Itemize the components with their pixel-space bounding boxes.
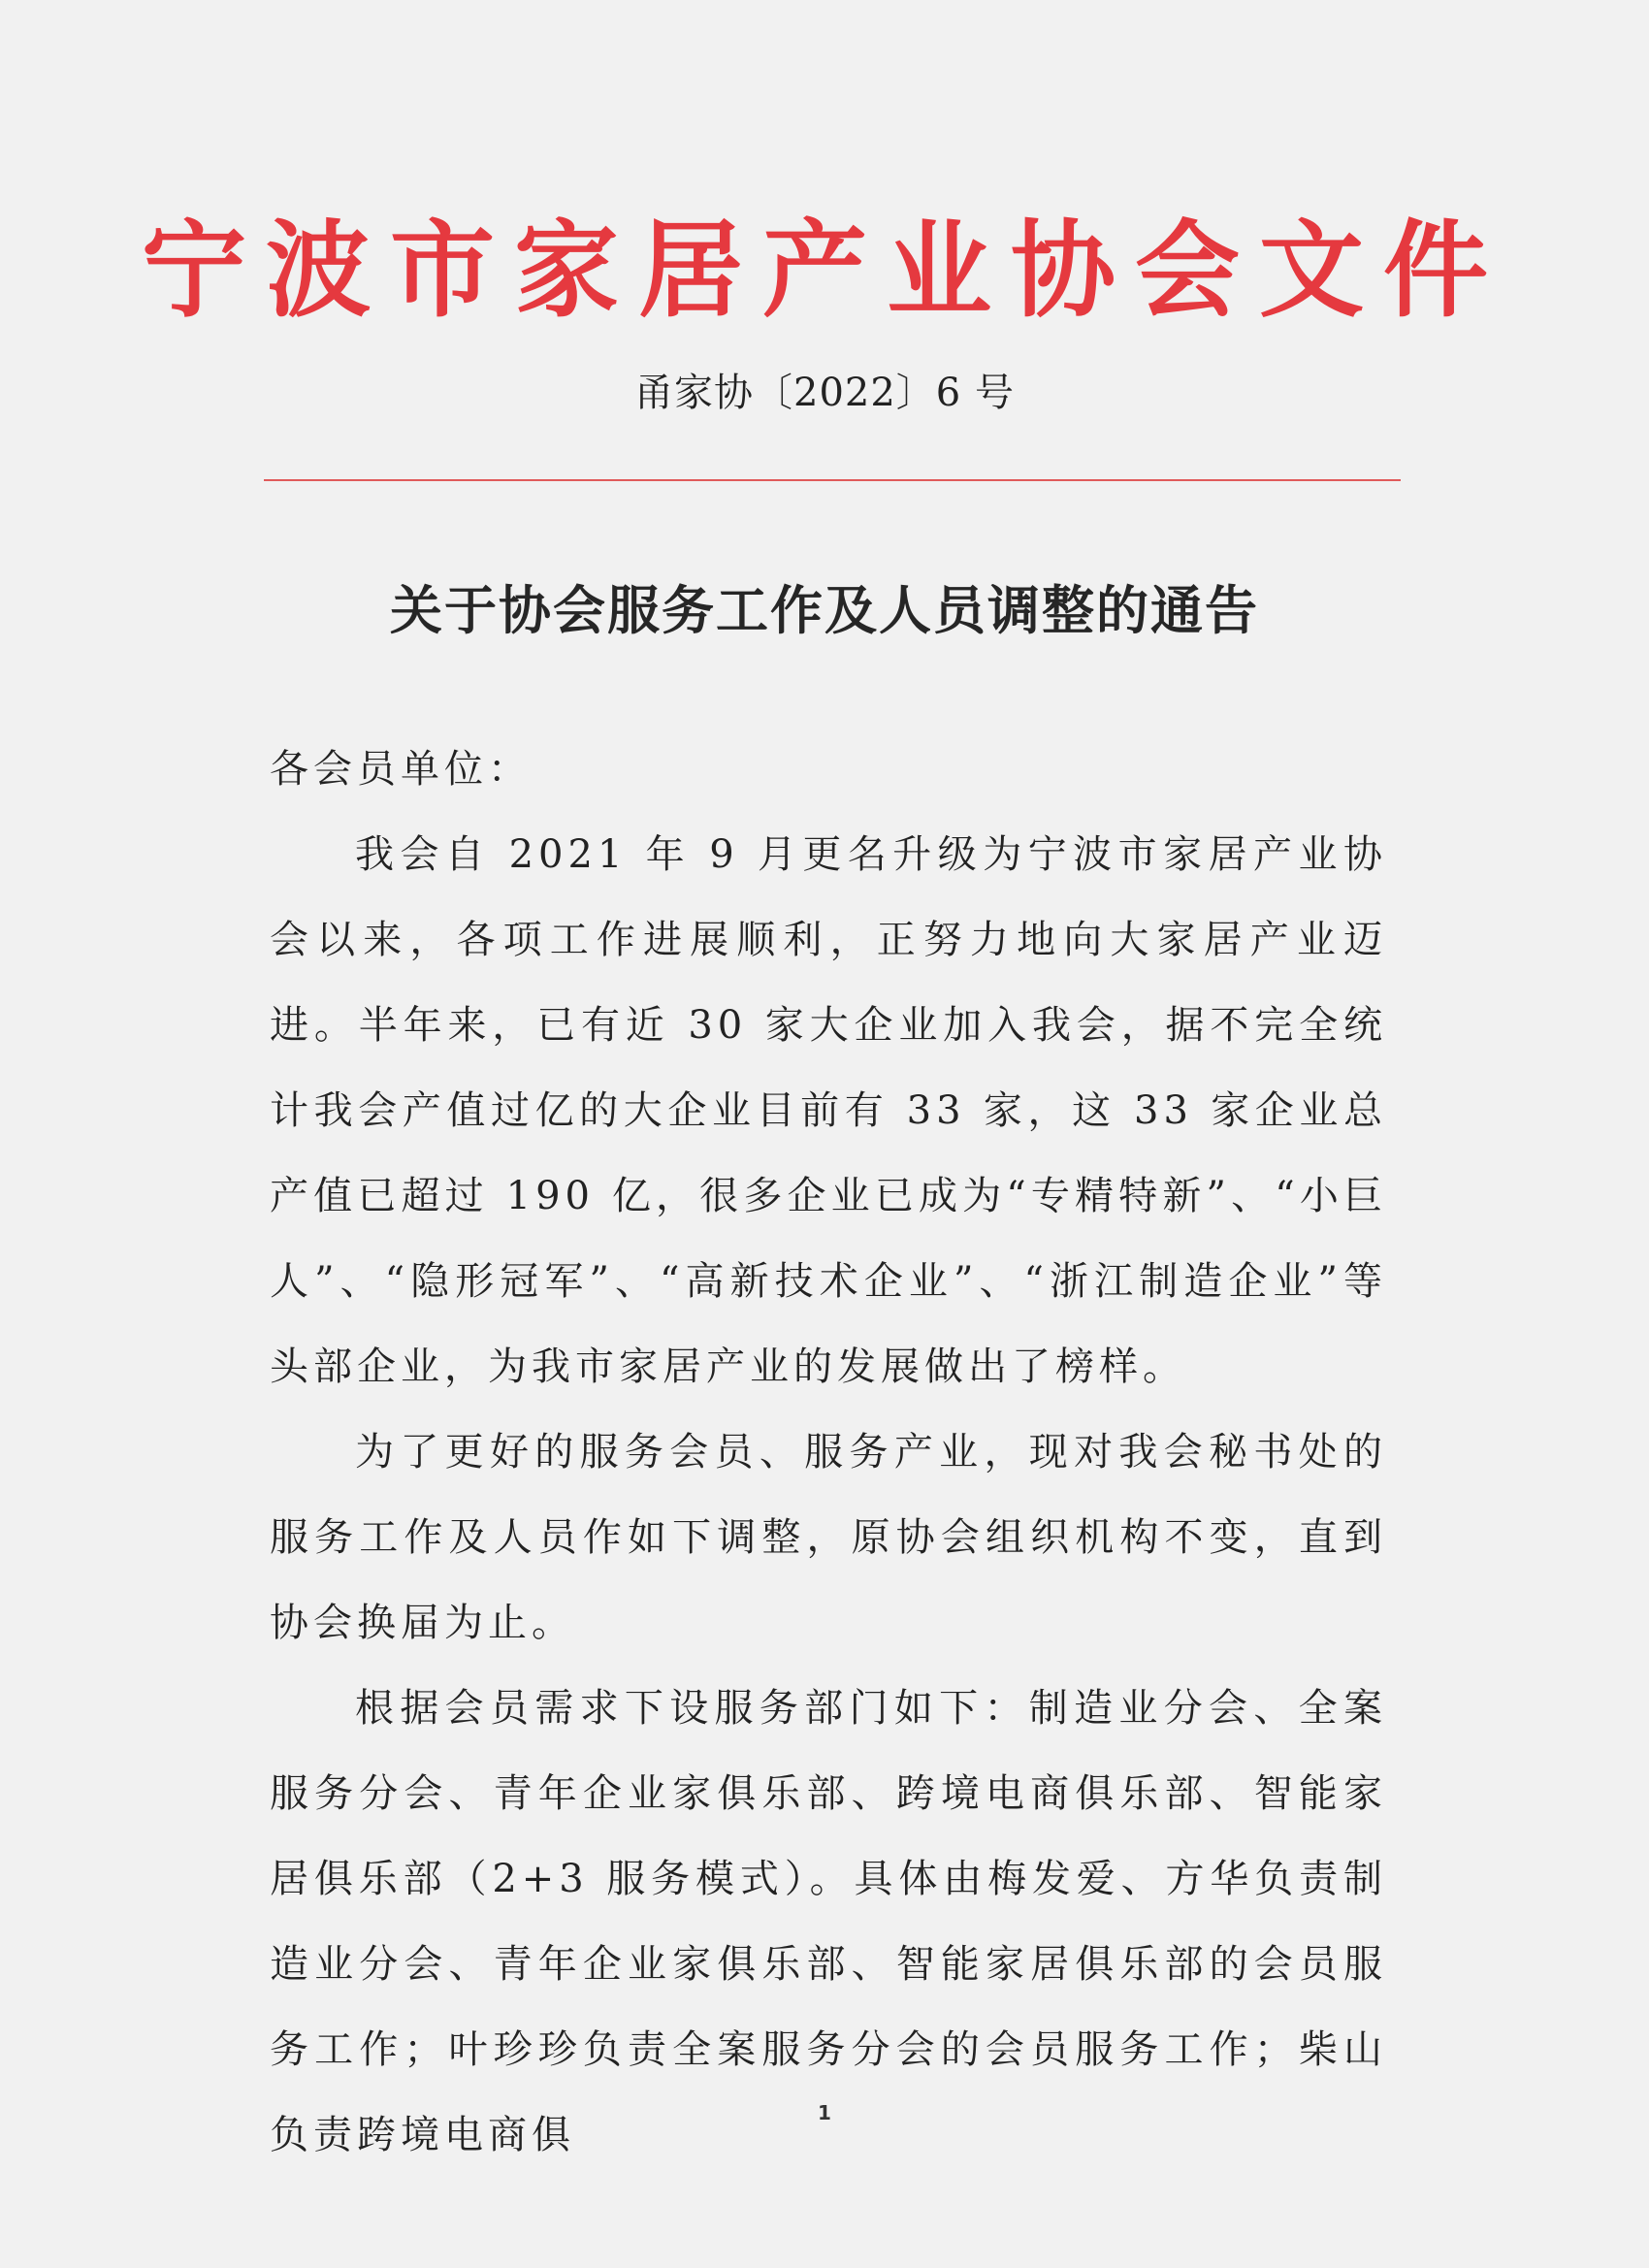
salutation: 各会员单位：	[270, 747, 532, 792]
letterhead-title: 宁波市家居产业协会文件	[141, 211, 1507, 332]
notice-title: 关于协会服务工作及人员调整的通告	[390, 580, 1259, 641]
document-number: 甬家协〔2022〕6 号	[634, 371, 1015, 415]
body-paragraph: 我会自 2021 年 9 月更名升级为宁波市家居产业协会以来，各项工作进展顺利，正努力地向大家居产业迈进。半年来，已有近 30 家大企业加入我会，据不完全统计我会产值过亿的大企业目前有 33 家，这 33 家企业总产值已超过 190 亿，很多企业已成为“专精特新”、“小巨人”、“隐形冠军”、“高新技术企业”、“浙江制造企业”等头部企业，为我市家居产业的发展做出了榜样。	[270, 832, 1387, 1389]
red-divider-line	[264, 479, 1401, 481]
document-body	[270, 727, 1387, 2178]
body-paragraph: 根据会员需求下设服务部门如下：制造业分会、全案服务分会、青年企业家俱乐部、跨境电商俱乐部、智能家居俱乐部（2+3 服务模式）。具体由梅发爱、方华负责制造业分会、青年企业家俱乐部、智能家居俱乐部的会员服务工作；叶珍珍负责全案服务分会的会员服务工作；柴山负责跨境电商俱	[270, 1686, 1387, 2157]
page-number: 1	[818, 2101, 831, 2124]
body-paragraph: 为了更好的服务会员、服务产业，现对我会秘书处的服务工作及人员作如下调整，原协会组织机构不变，直到协会换届为止。	[270, 1430, 1387, 1645]
